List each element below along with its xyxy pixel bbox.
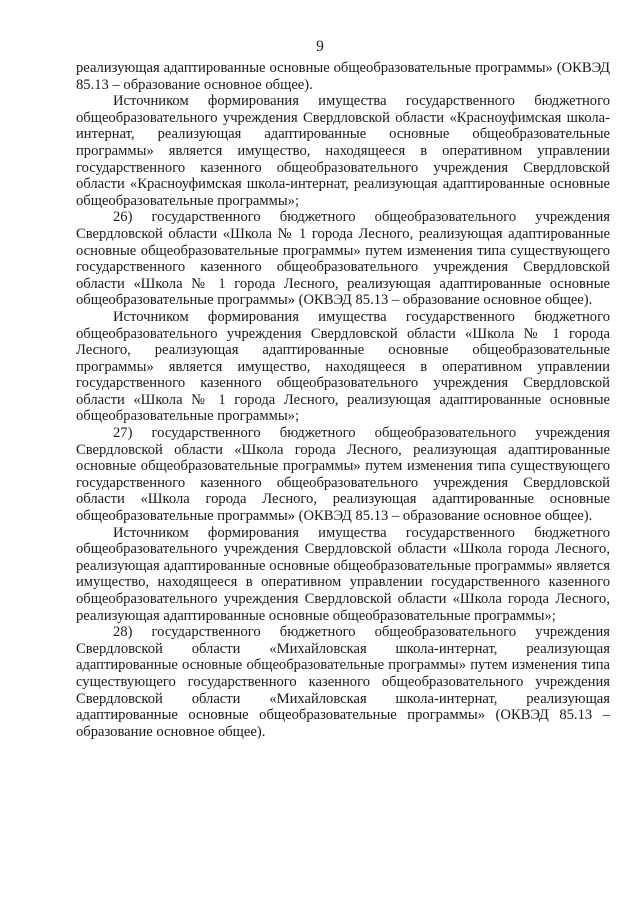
paragraph-item-28: 28) государственного бюджетного общеобразовательного учреждения Свердловской области «Михайловская школа-интернат, реализующая адаптированные основные общеобразовательные программы» путем изменения типа существующего государственного казенного общеобразовательного учреждения Свердловской области «Михайловская школа-интернат, реализующая адаптированные основные общеобразовательные программы» (ОКВЭД 85.13 – образование основное общее). [76,624,610,740]
paragraph-property-source: Источником формирования имущества государственного бюджетного общеобразовательного учреждения Свердловской области «Школа № 1 города Лесного, реализующая адаптированные основные общеобразовательные программы» является имущество, находящееся в оперативном управлении государственного казенного общеобразовательного учреждения Свердловской области «Школа № 1 города Лесного, реализующая адаптированные основные общеобразовательные программы»; [76,308,610,425]
paragraph-continuation: реализующая адаптированные основные общеобразовательные программы» (ОКВЭД 85.13 – образование основное общее). [76,60,610,93]
paragraph-item-27: 27) государственного бюджетного общеобразовательного учреждения Свердловской области «Школа города Лесного, реализующая адаптированные основные общеобразовательные программы» путем изменения типа существующего государственного казенного общеобразовательного учреждения Свердловской области «Школа города Лесного, реализующая адаптированные основные общеобразовательные программы» (ОКВЭД 85.13 – образование основное общее). [76,425,610,525]
paragraph-property-source: Источником формирования имущества государственного бюджетного общеобразовательного учреждения Свердловской области «Красноуфимская школа-интернат, реализующая адаптированные основные общеобразовательные программы» является имущество, находящееся в оперативном управлении государственного казенного общеобразовательного учреждения Свердловской области «Красноуфимская школа-интернат, реализующая адаптированные основные общеобразовательные программы»; [76,93,610,209]
paragraph-item-26: 26) государственного бюджетного общеобразовательного учреждения Свердловской области «Школа № 1 города Лесного, реализующая адаптированные основные общеобразовательные программы» путем изменения типа существующего государственного казенного общеобразовательного учреждения Свердловской области «Школа № 1 города Лесного, реализующая адаптированные основные общеобразовательные программы» (ОКВЭД 85.13 – образование основное общее). [76,209,610,309]
document-body [76,60,610,740]
paragraph-property-source: Источником формирования имущества государственного бюджетного общеобразовательного учреждения Свердловской области «Школа города Лесного, реализующая адаптированные основные общеобразовательные программы» является имущество, находящееся в оперативном управлении государственного казенного общеобразовательного учреждения Свердловской области «Школа города Лесного, реализующая адаптированные основные общеобразовательные программы»; [76,524,610,624]
page-number: 9 [316,38,324,55]
